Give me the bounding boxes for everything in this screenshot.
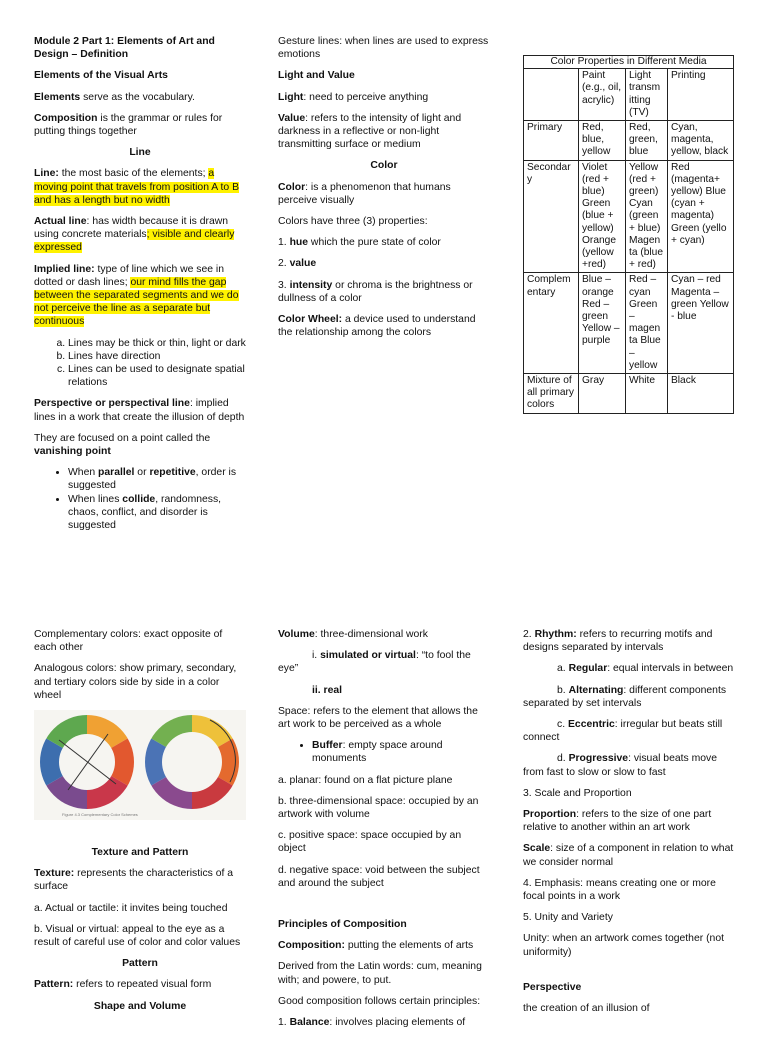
unity-def: Unity: when an artwork comes together (not uniformity) — [523, 933, 724, 958]
value-def: Value: refers to the intensity of light and darkness in a reflective or non-light transmitting surface or medium — [278, 112, 462, 151]
elements-def: Elements serve as the vocabulary. — [34, 91, 195, 103]
table-row-label: Secondar y — [524, 160, 579, 273]
top-left-column — [34, 35, 246, 540]
volume-def: Volume: three-dimensional work — [278, 629, 428, 640]
scale-def: Scale: size of a component in relation to what we consider normal — [523, 843, 734, 868]
list-item: • Buffer: empty space around monuments — [312, 739, 490, 765]
figure-caption: Figure 4.3 Complementary Color Schemes — [62, 812, 138, 818]
list-item: • When parallel or repetitive, order is suggested — [68, 466, 246, 492]
list-item: a. Lines may be thick or thin, light or dark — [68, 337, 246, 350]
table-header-row — [524, 69, 734, 121]
list-item: b. Lines have direction — [68, 350, 246, 363]
table-cell: Cyan – red Magenta – green Yellow - blue — [668, 273, 734, 374]
vanishing-bullets — [34, 466, 246, 532]
bottom-middle-column — [278, 628, 490, 1037]
rhythm-regular: a. Regular: equal intervals in between — [557, 663, 734, 675]
analogous-def: Analogous colors: show primary, secondary, and tertiary colors side by side in a color wheel — [34, 663, 237, 701]
texture-pattern-heading: Texture and Pattern — [91, 847, 189, 859]
table-cell: Yellow (red + green) Cyan (green + blue) Magen ta (blue + red) — [626, 160, 668, 273]
table-header-cell: Paint (e.g., oil, acrylic) — [579, 69, 626, 121]
table-cell: Red, blue, yellow — [579, 121, 626, 161]
good-composition: Good composition follows certain principles: — [278, 995, 481, 1007]
pattern-def: Pattern: refers to repeated visual form — [34, 979, 212, 991]
buffer-list — [278, 739, 490, 765]
table-header-cell: Light transm itting (TV) — [626, 69, 668, 121]
composition-def-2: Composition: putting the elements of arts — [278, 940, 474, 952]
table-caption-row — [524, 56, 734, 69]
rhythm-progressive: d. Progressive: visual beats move from fast to slow or slow to fast — [523, 753, 718, 778]
line-heading: Line — [129, 147, 151, 159]
space-negative: d. negative space: void between the subject and around the subject — [278, 864, 480, 889]
intensity-def: 3. intensity or chroma is the brightness or dullness of a color — [278, 279, 473, 304]
space-def: Space: refers to the element that allows the art work to be perceived as a whole — [278, 705, 478, 731]
top-middle-column — [278, 35, 490, 347]
line-properties-list — [34, 337, 246, 390]
line-def: Line: the most basic of the elements; a moving point that travels from position A to B and has a length but no width — [34, 168, 240, 206]
table-row — [524, 121, 734, 161]
table-header-cell: Printing — [668, 69, 734, 121]
scale-proportion-heading: 3. Scale and Proportion — [523, 787, 632, 799]
color-wheel-def: Color Wheel: a device used to understand the relationship among the colors — [278, 314, 476, 339]
table-cell: Cyan, magenta, yellow, black — [668, 121, 734, 161]
table-cell: Blue – orange Red – green Yellow – purple — [579, 273, 626, 374]
emphasis-def: 4. Emphasis: means creating one or more focal points in a work — [523, 877, 716, 903]
table-row — [524, 273, 734, 374]
space-positive: c. positive space: space occupied by an object — [278, 830, 462, 855]
table-cell: Red, green, blue — [626, 121, 668, 161]
table-row — [524, 160, 734, 273]
space-3d: b. three-dimensional space: occupied by an artwork with volume — [278, 795, 479, 821]
table-cell: Red (magenta+ yellow) Blue (cyan + magenta) Green (yello + cyan) — [668, 160, 734, 273]
implied-line-def: Implied line: type of line which we see in dotted or dash lines; our mind fills the gap between the separated segments and we do not perceive the line as a separate but continuous — [34, 263, 239, 328]
bottom-right-column — [523, 628, 735, 1023]
balance-def: 1. Balance: involves placing elements of — [278, 1017, 466, 1029]
perspective-def-cut: the creation of an illusion of — [523, 1003, 650, 1015]
light-def: Light: need to perceive anything — [278, 91, 429, 103]
color-properties-intro: Colors have three (3) properties: — [278, 216, 428, 228]
texture-actual: a. Actual or tactile: it invites being touched — [34, 902, 228, 914]
table-caption: Color Properties in Different Media — [524, 56, 734, 69]
table-row-label: Mixture of all primary colors — [524, 374, 579, 414]
volume-simulated: i. simulated or virtual: “to fool the eye” — [278, 650, 471, 675]
hue-def: 1. hue which the pure state of color — [278, 237, 441, 249]
rhythm-eccentric: c. Eccentric: irregular but beats still connect — [523, 719, 723, 744]
texture-def: Texture: represents the characteristics of a surface — [34, 868, 234, 893]
color-properties-table — [523, 55, 734, 414]
latin-origin: Derived from the Latin words: cum, meaning with; and powere, to put. — [278, 961, 482, 986]
table-row-label: Primary — [524, 121, 579, 161]
principles-heading: Principles of Composition — [278, 919, 407, 931]
table-row — [524, 374, 734, 414]
unity-variety-heading: 5. Unity and Variety — [523, 912, 613, 924]
color-wheel-image — [34, 710, 246, 820]
table-cell: Violet (red + blue) Green (blue + yellow) Orange (yellow +red) — [579, 160, 626, 273]
volume-real: ii. real — [312, 684, 343, 696]
perspective-heading: Perspective — [523, 981, 582, 993]
color-heading: Color — [370, 160, 398, 172]
pattern-heading: Pattern — [122, 958, 158, 970]
list-item: c. Lines can be used to designate spatial relations — [68, 363, 246, 389]
texture-visual: b. Visual or virtual: appeal to the eye as a result of careful use of color and color values — [34, 923, 241, 949]
gesture-lines-def: Gesture lines: when lines are used to express emotions — [278, 36, 489, 61]
bottom-left-column — [34, 628, 246, 1021]
color-wheel-figure — [34, 710, 246, 820]
space-planar: a. planar: found on a flat picture plane — [278, 774, 453, 786]
list-item: • When lines collide, randomness, chaos, conflict, and disorder is suggested — [68, 493, 246, 533]
color-def: Color: is a phenomenon that humans perceive visually — [278, 181, 451, 206]
perspective-line-def: Perspective or perspectival line: implied lines in a work that create the illusion of depth — [34, 398, 245, 423]
table-cell: White — [626, 374, 668, 414]
proportion-def: Proportion: refers to the size of one part relative to another within an art work — [523, 809, 712, 834]
rhythm-def: 2. Rhythm: refers to recurring motifs and designs separated by intervals — [523, 629, 713, 654]
rhythm-alternating: b. Alternating: different components separated by set intervals — [523, 684, 727, 709]
table-cell — [524, 69, 579, 121]
composition-def: Composition is the grammar or rules for putting things together — [34, 112, 223, 138]
table-cell: Black — [668, 374, 734, 414]
module-title: Module 2 Part 1: Elements of Art and Design – Definition — [34, 36, 215, 61]
vanishing-point-def: They are focused on a point called the vanishing point — [34, 432, 211, 458]
table-cell: Red – cyan Green – magen ta Blue – yellow — [626, 273, 668, 374]
table-row-label: Complem entary — [524, 273, 579, 374]
actual-line-def: Actual line: has width because it is drawn using concrete materials; visible and clearly expressed — [34, 216, 235, 254]
complementary-def: Complementary colors: exact opposite of each other — [34, 629, 223, 654]
section-subtitle: Elements of the Visual Arts — [34, 70, 168, 82]
light-value-heading: Light and Value — [278, 70, 355, 82]
shape-volume-heading: Shape and Volume — [93, 1000, 187, 1012]
table-cell: Gray — [579, 374, 626, 414]
value-item: 2. value — [278, 258, 317, 270]
